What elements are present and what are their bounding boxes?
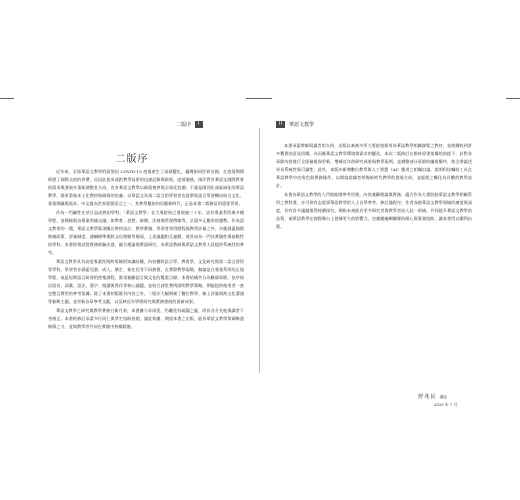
left-paragraph: 作為一門屬性在於日益成熟的學科，「華語文教學」在大專院校已發展逾三十年，設有專業系所與多種學程，並積極與各專業領域交融，如教育、思想、新聞、法商與管理傳媒等，呈現多元應用的趨勢。作為語文教育的一環，華語文教學除須關注教材設計、教學實踐、學習者習得歷程與教學評量之外，亦應涵蓋國際推廣政策、評量制度、課綱標準與跨文化理解等層面，上述議題相互連動，使其成為一門具實踐性與前瞻性的學科。本書即嘗試從實務經驗出發，融合理論與實證研究，為華語教師與華語文教學人員提供系統性的參考。 [48,210,244,255]
crop-mark-left [0,98,14,99]
page-title: 二版序 [115,154,149,165]
right-body [276,142,472,231]
right-page-number: II [276,121,285,128]
signature-note: 謹誌 [439,395,447,399]
left-running-head [176,121,203,128]
left-paragraph: 近年來，全球華語文教學的面貌因 COVID-19 疫情產生了深刻變化，臺灣如同世界各國，在疫情期間經歷了國際交流的停滯，也因此促成遠距教學技術的迅速記錄與新展。疫情過後，兩岸對於華語文國際教育的需求與發展亦重新調整其方向，也有華語文教學以新面貌參與全球化浪潮，不論是國別化或區域化的華語教學，都更重視本土化教材與師資的培養；以華語文為第二語言的學習者也從單純語言學習轉向結合文化、專業與職場需求。中文做為世界重要語言之一，其教學應如何回應新時代，正是本書二版修訂的重要背景。 [48,169,244,206]
signature-name: 舒兆民 [418,394,437,400]
signature-date: 2025 年 7 月 [434,402,458,407]
left-body [48,168,244,331]
crop-mark-center [246,98,272,99]
left-running-head-text: 二版序 [176,122,192,128]
author-signature [418,393,447,400]
page-gutter [259,128,260,373]
left-paragraph: 華語文教學具有高度專業性與跨領域的知識結構，內容橫跨語言學、教育學、文化研究與第二語言習得等學科。學習者亦涵蓋兒童、成人、僑生、新住民等不同族群，在實際教學現場，無論是在專業系所的正規學程，或是短期語言研習的密集課程，都須兼顧語言與文化的雙重目標。本書結構共分為數個章節，依序探討語音、詞彙、語法、漢字、閱讀與寫作等核心議題，並結合課堂實例說明教學策略，期能提供使用者一套完整且實用的參考依據。除了本書初版既有內容之外，二版亦大幅增補了數位教學、線上評量與跨文化溝通等新興主題，並更新各章參考文獻，以反映近年學術研究與實務發展的最新成果。 [48,259,244,304]
right-paragraph: 本書為華語文教學的入門與進階參考用書，內容兼顧理論與實務，適合作為大專院校華語文教學相關系所之教科書，亦可供有志從事華語教學的人士自學參考。修訂過程中，作者深感華語文教學領域的廣度與深度，仍有許多議題值得持續探究，期盼未來能有更多研究者與教學者投入此一領域，共同提升華語文教學的品質，使華語教學在國際舞台上發揮更大的影響力，也謝謝編輯團隊的耐心與專業協助，讓本書得以順利出版。 [276,192,472,229]
right-running-head [276,121,314,128]
right-running-head-text: 華語文教學 [288,122,314,128]
crop-mark-right [506,98,520,99]
left-paragraph: 華語文教學之研究與教學實務日新月異，本書雖力求周延，仍難免有疏漏之處，尚祈各方先進與讀者不吝指正。本書的修訂承蒙多位同仁與學生協助校閱，謹此致謝。期望本書之出版，能為華語文教學領域略盡棉薄之力，並與教學者共同在實踐中持續精進。 [48,308,244,329]
right-paragraph: 本書承蒙教師與讀者的支持，出版以來被多所大專院校採用為華語教學相關課程之教材，並陸續收到許多寶貴的意見回饋。為因應華語文教學環境與需求的變化，本次二版修訂在維持原書架構的前提下，針對各章節內容進行全面檢視與更新，增補近年的研究成果與教學案例，並調整部分章節的編排順序，使全書論述更具系統性與可讀性。此外，本版亦新增數位教學與人工智慧（AI）應用之相關討論，說明科技輔助工具在華語教學中的角色與實務操作，以期協助讀者掌握新時代教學的發展方向，並能將之轉化為具體的教學設計。 [276,143,472,188]
left-page-number: I [195,121,202,128]
